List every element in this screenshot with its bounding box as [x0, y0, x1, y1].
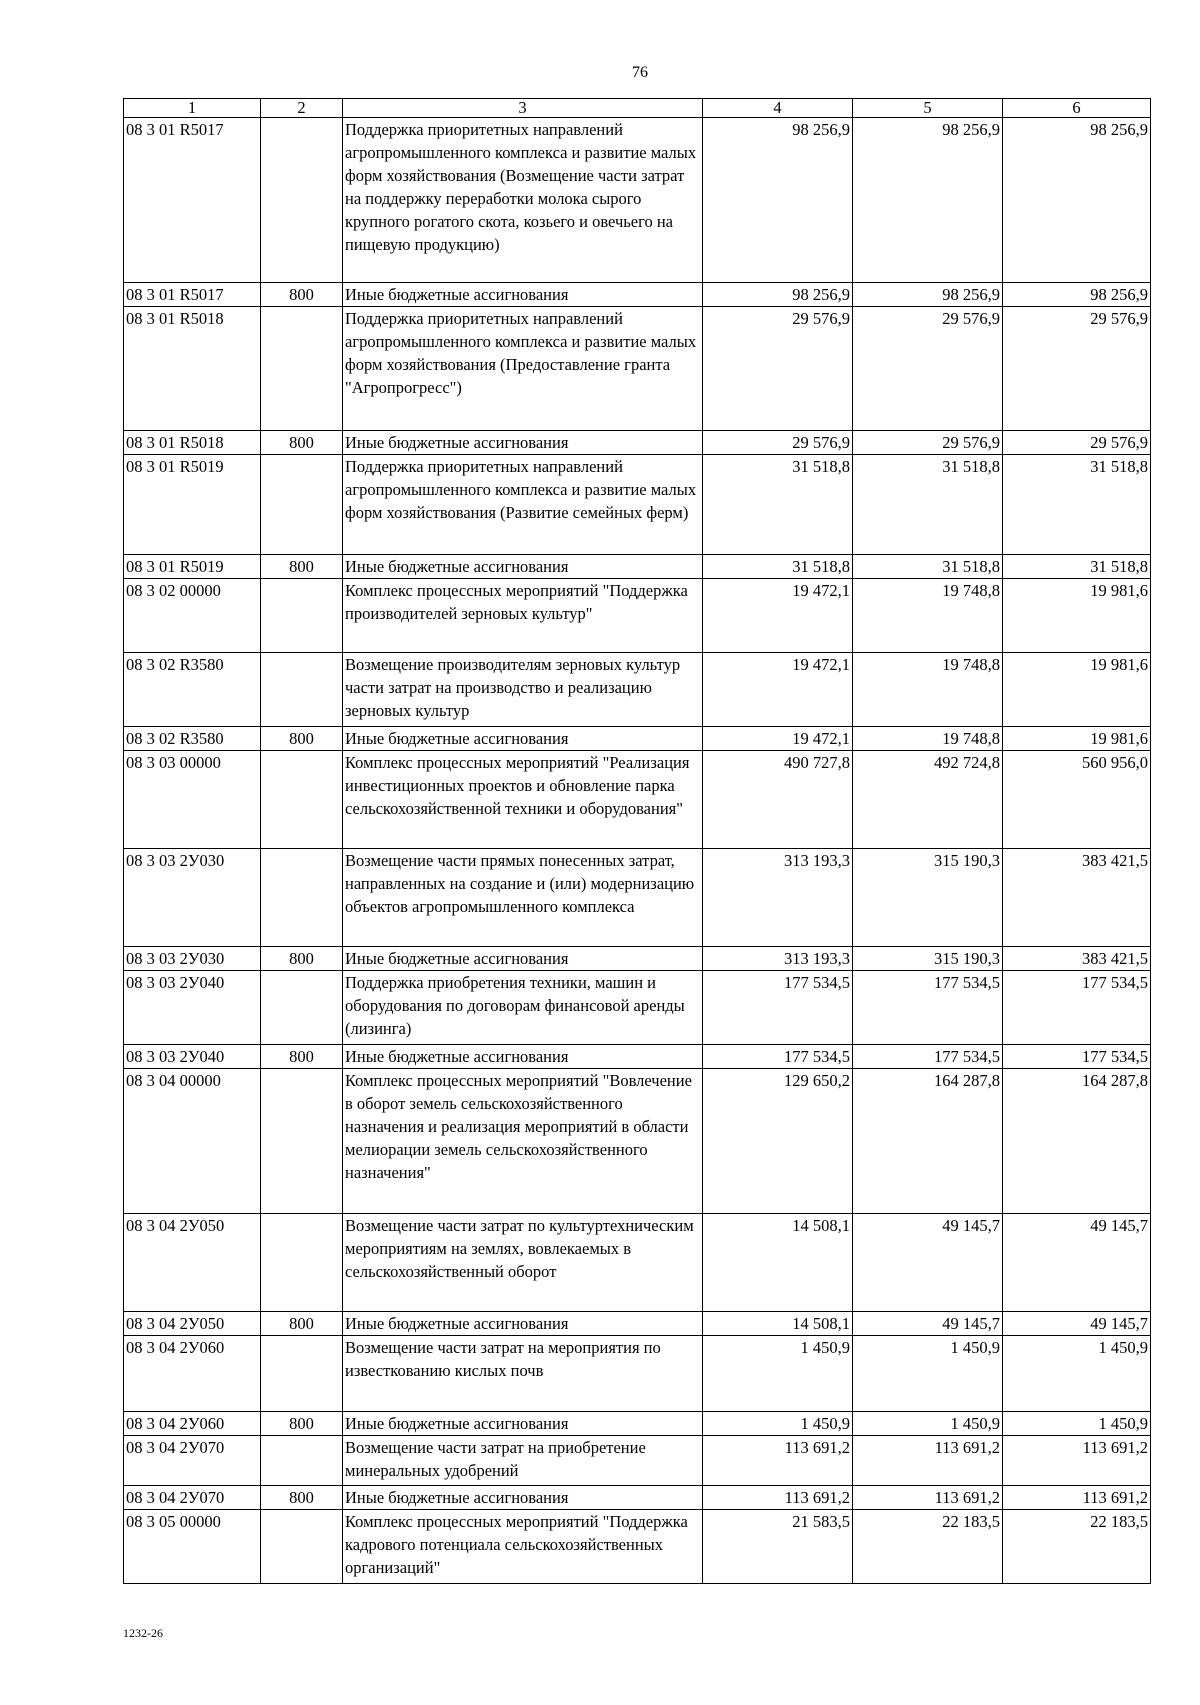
row-value-col4: 1 450,9: [703, 1412, 853, 1436]
row-value-col5: 1 450,9: [853, 1412, 1003, 1436]
row-code: 08 3 03 2У030: [124, 947, 261, 971]
column-header: 6: [1003, 99, 1151, 118]
row-value-col5: 98 256,9: [853, 283, 1003, 307]
row-expense-type: [261, 1214, 343, 1312]
row-expense-type: [261, 455, 343, 555]
row-value-col5: 113 691,2: [853, 1436, 1003, 1486]
row-value-col6: 19 981,6: [1003, 579, 1151, 653]
row-name: Комплекс процессных мероприятий "Вовлечение в оборот земель сельскохозяйственного назначения и реализация мероприятий в области мелиорации земель сельскохозяйственного назначения": [343, 1069, 703, 1214]
row-code: 08 3 02 00000: [124, 579, 261, 653]
row-name: Иные бюджетные ассигнования: [343, 727, 703, 751]
table-row: [124, 1436, 1151, 1486]
row-value-col4: 14 508,1: [703, 1312, 853, 1336]
table-row: [124, 431, 1151, 455]
row-name: Иные бюджетные ассигнования: [343, 1486, 703, 1510]
row-expense-type: [261, 849, 343, 947]
row-value-col6: 22 183,5: [1003, 1510, 1151, 1584]
row-name: Иные бюджетные ассигнования: [343, 1412, 703, 1436]
row-value-col6: 19 981,6: [1003, 653, 1151, 727]
row-code: 08 3 03 2У040: [124, 971, 261, 1045]
row-value-col6: 383 421,5: [1003, 947, 1151, 971]
row-expense-type: 800: [261, 1486, 343, 1510]
header-row: [124, 99, 1151, 118]
row-value-col4: 313 193,3: [703, 849, 853, 947]
row-name: Иные бюджетные ассигнования: [343, 555, 703, 579]
row-value-col5: 19 748,8: [853, 579, 1003, 653]
row-code: 08 3 01 R5017: [124, 283, 261, 307]
row-code: 08 3 03 2У040: [124, 1045, 261, 1069]
row-value-col4: 177 534,5: [703, 1045, 853, 1069]
document-code: 1232-26: [123, 1626, 163, 1640]
row-value-col4: 129 650,2: [703, 1069, 853, 1214]
row-value-col5: 22 183,5: [853, 1510, 1003, 1584]
row-value-col5: 29 576,9: [853, 431, 1003, 455]
table-row: [124, 1214, 1151, 1312]
row-value-col4: 98 256,9: [703, 118, 853, 283]
row-value-col6: 177 534,5: [1003, 971, 1151, 1045]
row-name: Возмещение производителям зерновых культур части затрат на производство и реализацию зерновых культур: [343, 653, 703, 727]
column-header: 1: [124, 99, 261, 118]
row-name: Иные бюджетные ассигнования: [343, 431, 703, 455]
row-value-col4: 29 576,9: [703, 307, 853, 431]
table-row: [124, 1336, 1151, 1412]
row-value-col6: 29 576,9: [1003, 431, 1151, 455]
column-header: 3: [343, 99, 703, 118]
row-code: 08 3 01 R5019: [124, 555, 261, 579]
row-value-col4: 31 518,8: [703, 455, 853, 555]
row-name: Иные бюджетные ассигнования: [343, 1312, 703, 1336]
row-expense-type: [261, 971, 343, 1045]
row-value-col5: 49 145,7: [853, 1312, 1003, 1336]
table-row: [124, 555, 1151, 579]
row-expense-type: 800: [261, 1312, 343, 1336]
row-value-col6: 113 691,2: [1003, 1436, 1151, 1486]
row-value-col6: 383 421,5: [1003, 849, 1151, 947]
table-row: [124, 1486, 1151, 1510]
row-name: Поддержка приобретения техники, машин и оборудования по договорам финансовой аренды (лизинга): [343, 971, 703, 1045]
row-name: Поддержка приоритетных направлений агропромышленного комплекса и развитие малых форм хозяйствования (Предоставление гранта "Агропрогресс"): [343, 307, 703, 431]
row-name: Возмещение части затрат по культуртехническим мероприятиям на землях, вовлекаемых в сельскохозяйственный оборот: [343, 1214, 703, 1312]
row-value-col6: 164 287,8: [1003, 1069, 1151, 1214]
row-value-col5: 177 534,5: [853, 971, 1003, 1045]
row-value-col6: 113 691,2: [1003, 1486, 1151, 1510]
row-name: Возмещение части прямых понесенных затрат, направленных на создание и (или) модернизацию объектов агропромышленного комплекса: [343, 849, 703, 947]
row-value-col6: 1 450,9: [1003, 1412, 1151, 1436]
row-code: 08 3 04 2У060: [124, 1336, 261, 1412]
column-header: 5: [853, 99, 1003, 118]
row-expense-type: [261, 579, 343, 653]
row-value-col5: 177 534,5: [853, 1045, 1003, 1069]
row-expense-type: 800: [261, 947, 343, 971]
row-code: 08 3 04 2У070: [124, 1436, 261, 1486]
row-expense-type: 800: [261, 283, 343, 307]
row-value-col4: 98 256,9: [703, 283, 853, 307]
row-code: 08 3 03 2У030: [124, 849, 261, 947]
row-code: 08 3 03 00000: [124, 751, 261, 849]
row-name: Комплекс процессных мероприятий "Поддержка кадрового потенциала сельскохозяйственных организаций": [343, 1510, 703, 1584]
row-code: 08 3 01 R5017: [124, 118, 261, 283]
row-value-col5: 19 748,8: [853, 727, 1003, 751]
row-expense-type: [261, 1436, 343, 1486]
row-name: Иные бюджетные ассигнования: [343, 1045, 703, 1069]
row-expense-type: 800: [261, 1412, 343, 1436]
table-row: [124, 971, 1151, 1045]
page-number: 76: [632, 64, 648, 81]
row-value-col4: 490 727,8: [703, 751, 853, 849]
row-code: 08 3 01 R5019: [124, 455, 261, 555]
row-code: 08 3 01 R5018: [124, 307, 261, 431]
row-expense-type: 800: [261, 1045, 343, 1069]
row-value-col6: 560 956,0: [1003, 751, 1151, 849]
table-row: [124, 727, 1151, 751]
table-row: [124, 283, 1151, 307]
row-expense-type: [261, 653, 343, 727]
row-value-col6: 19 981,6: [1003, 727, 1151, 751]
row-value-col4: 31 518,8: [703, 555, 853, 579]
table-row: [124, 1412, 1151, 1436]
row-value-col6: 177 534,5: [1003, 1045, 1151, 1069]
table-row: [124, 1312, 1151, 1336]
row-code: 08 3 02 R3580: [124, 727, 261, 751]
row-value-col5: 164 287,8: [853, 1069, 1003, 1214]
table-row: [124, 947, 1151, 971]
row-expense-type: [261, 751, 343, 849]
row-name: Иные бюджетные ассигнования: [343, 283, 703, 307]
table-row: [124, 307, 1151, 431]
row-value-col4: 177 534,5: [703, 971, 853, 1045]
row-value-col4: 19 472,1: [703, 579, 853, 653]
row-name: Возмещение части затрат на приобретение минеральных удобрений: [343, 1436, 703, 1486]
row-value-col5: 49 145,7: [853, 1214, 1003, 1312]
row-code: 08 3 04 2У050: [124, 1214, 261, 1312]
budget-table: [123, 98, 1151, 1584]
row-value-col6: 49 145,7: [1003, 1214, 1151, 1312]
row-value-col4: 29 576,9: [703, 431, 853, 455]
row-code: 08 3 04 2У070: [124, 1486, 261, 1510]
row-value-col4: 19 472,1: [703, 727, 853, 751]
row-code: 08 3 02 R3580: [124, 653, 261, 727]
row-value-col6: 98 256,9: [1003, 118, 1151, 283]
row-name: Комплекс процессных мероприятий "Реализация инвестиционных проектов и обновление парка сельскохозяйственной техники и оборудования": [343, 751, 703, 849]
table-row: [124, 751, 1151, 849]
row-value-col5: 19 748,8: [853, 653, 1003, 727]
row-value-col6: 49 145,7: [1003, 1312, 1151, 1336]
row-expense-type: 800: [261, 727, 343, 751]
row-expense-type: [261, 1069, 343, 1214]
row-value-col4: 19 472,1: [703, 653, 853, 727]
row-code: 08 3 04 2У060: [124, 1412, 261, 1436]
row-value-col5: 31 518,8: [853, 555, 1003, 579]
column-header: 4: [703, 99, 853, 118]
row-code: 08 3 04 00000: [124, 1069, 261, 1214]
table-row: [124, 849, 1151, 947]
row-value-col5: 31 518,8: [853, 455, 1003, 555]
row-value-col4: 21 583,5: [703, 1510, 853, 1584]
column-header: 2: [261, 99, 343, 118]
row-value-col6: 31 518,8: [1003, 555, 1151, 579]
table-row: [124, 455, 1151, 555]
row-value-col6: 98 256,9: [1003, 283, 1151, 307]
row-value-col6: 29 576,9: [1003, 307, 1151, 431]
row-name: Поддержка приоритетных направлений агропромышленного комплекса и развитие малых форм хозяйствования (Развитие семейных ферм): [343, 455, 703, 555]
table-row: [124, 1510, 1151, 1584]
row-value-col5: 315 190,3: [853, 849, 1003, 947]
row-value-col4: 113 691,2: [703, 1486, 853, 1510]
row-value-col5: 315 190,3: [853, 947, 1003, 971]
row-value-col6: 1 450,9: [1003, 1336, 1151, 1412]
row-value-col4: 14 508,1: [703, 1214, 853, 1312]
row-value-col4: 1 450,9: [703, 1336, 853, 1412]
row-value-col5: 113 691,2: [853, 1486, 1003, 1510]
row-code: 08 3 04 2У050: [124, 1312, 261, 1336]
row-value-col5: 492 724,8: [853, 751, 1003, 849]
row-name: Возмещение части затрат на мероприятия по известкованию кислых почв: [343, 1336, 703, 1412]
table-row: [124, 653, 1151, 727]
row-expense-type: [261, 1510, 343, 1584]
row-expense-type: [261, 307, 343, 431]
table-row: [124, 579, 1151, 653]
row-value-col5: 1 450,9: [853, 1336, 1003, 1412]
row-code: 08 3 05 00000: [124, 1510, 261, 1584]
row-value-col6: 31 518,8: [1003, 455, 1151, 555]
row-code: 08 3 01 R5018: [124, 431, 261, 455]
table-row: [124, 118, 1151, 283]
row-expense-type: [261, 1336, 343, 1412]
table-row: [124, 1069, 1151, 1214]
row-value-col5: 29 576,9: [853, 307, 1003, 431]
row-value-col4: 113 691,2: [703, 1436, 853, 1486]
row-expense-type: [261, 118, 343, 283]
row-value-col5: 98 256,9: [853, 118, 1003, 283]
row-expense-type: 800: [261, 555, 343, 579]
row-value-col4: 313 193,3: [703, 947, 853, 971]
table-row: [124, 1045, 1151, 1069]
row-name: Комплекс процессных мероприятий "Поддержка производителей зерновых культур": [343, 579, 703, 653]
row-name: Иные бюджетные ассигнования: [343, 947, 703, 971]
row-name: Поддержка приоритетных направлений агропромышленного комплекса и развитие малых форм хозяйствования (Возмещение части затрат на поддержку переработки молока сырого крупного рогатого скота, козьего и овечьего на пищевую продукцию): [343, 118, 703, 283]
row-expense-type: 800: [261, 431, 343, 455]
